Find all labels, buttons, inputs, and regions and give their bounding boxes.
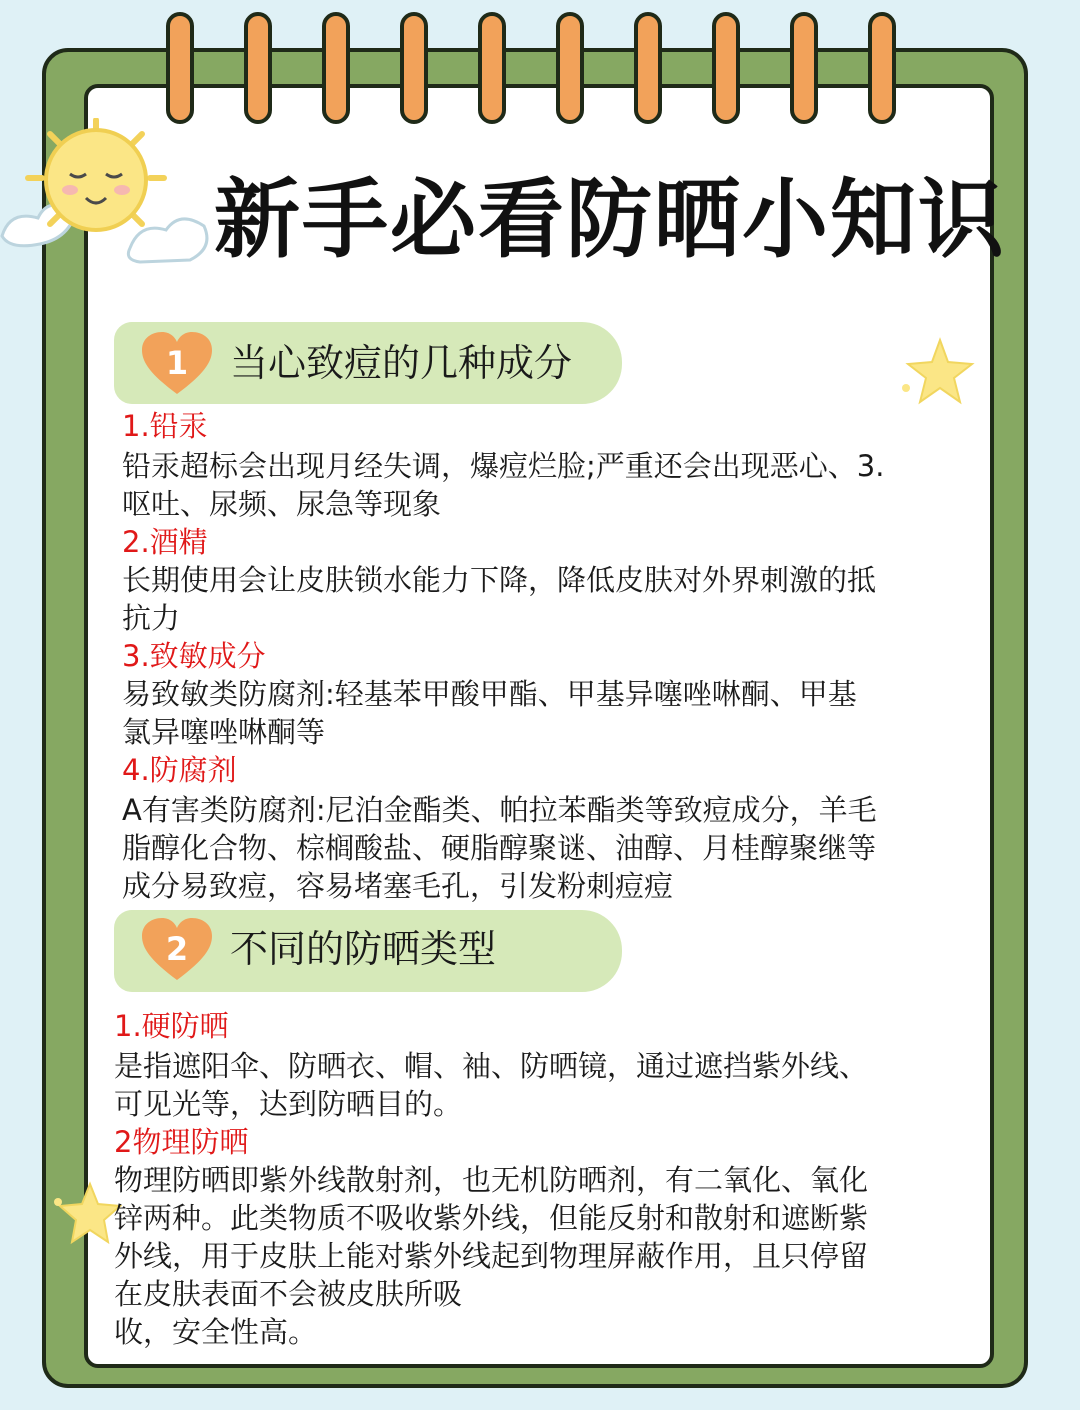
item-text-line: 是指遮阳伞、防晒衣、帽、袖、防晒镜，通过遮挡紫外线、 — [114, 1049, 869, 1083]
item-label: 4.防腐剂 — [122, 753, 237, 787]
item-text-line: 可见光等，达到防晒目的。 — [114, 1087, 463, 1121]
item-text-line: 在皮肤表面不会被皮肤所吸 — [114, 1277, 463, 1311]
item-text-line: 成分易致痘，容易堵塞毛孔，引发粉刺痘痘 — [122, 869, 674, 903]
star-icon — [896, 336, 976, 406]
item-text-line: 外线，用于皮肤上能对紫外线起到物理屏蔽作用，且只停留 — [114, 1239, 869, 1273]
item-text-line: 物理防晒即紫外线散射剂，也无机防晒剂，有二氧化、氧化 — [114, 1163, 869, 1197]
item-text-line: 锌两种。此类物质不吸收紫外线，但能反射和散射和遮断紫 — [114, 1201, 869, 1235]
section-badge-1: 1 — [165, 344, 189, 382]
binder-ring-icon — [634, 12, 662, 124]
section-heading-2: 不同的防晒类型 — [230, 927, 497, 971]
item-text-line: 呕吐、尿频、尿急等现象 — [122, 487, 442, 521]
binder-ring-icon — [400, 12, 428, 124]
item-text-line: 收，安全性高。 — [114, 1315, 318, 1349]
sun-icon — [0, 118, 220, 288]
binder-ring-icon — [478, 12, 506, 124]
binder-ring-icon — [244, 12, 272, 124]
item-text-line: 铅汞超标会出现月经失调，爆痘烂脸;严重还会出现恶心、3. — [122, 449, 885, 483]
binder-ring-icon — [712, 12, 740, 124]
page-title: 新手必看防晒小知识 — [214, 170, 1006, 270]
item-text-line: 长期使用会让皮肤锁水能力下降，降低皮肤对外界刺激的抵 — [122, 563, 877, 597]
item-text-line: 氯异噻唑啉酮等 — [122, 715, 326, 749]
item-text-line: A有害类防腐剂:尼泊金酯类、帕拉苯酯类等致痘成分，羊毛 — [122, 793, 877, 827]
item-text-line: 脂醇化合物、棕榈酸盐、硬脂醇聚谜、油醇、月桂醇聚继等 — [122, 831, 877, 865]
star-icon — [50, 1180, 122, 1250]
item-label: 3.致敏成分 — [122, 639, 266, 673]
binder-ring-icon — [556, 12, 584, 124]
item-label: 1.铅汞 — [122, 409, 208, 443]
section-heading-1: 当心致痘的几种成分 — [230, 341, 573, 385]
section-badge-2: 2 — [165, 930, 189, 968]
item-text-line: 抗力 — [122, 601, 181, 635]
binder-ring-icon — [166, 12, 194, 124]
binder-ring-icon — [868, 12, 896, 124]
item-label: 2物理防晒 — [114, 1125, 249, 1159]
item-text-line: 易致敏类防腐剂:轻基苯甲酸甲酯、甲基异噻唑啉酮、甲基 — [122, 677, 857, 711]
heart-2-icon — [140, 916, 214, 984]
heart-1-icon — [140, 330, 214, 398]
binder-ring-icon — [322, 12, 350, 124]
item-label: 2.酒精 — [122, 525, 208, 559]
item-label: 1.硬防晒 — [114, 1009, 229, 1043]
binder-ring-icon — [790, 12, 818, 124]
